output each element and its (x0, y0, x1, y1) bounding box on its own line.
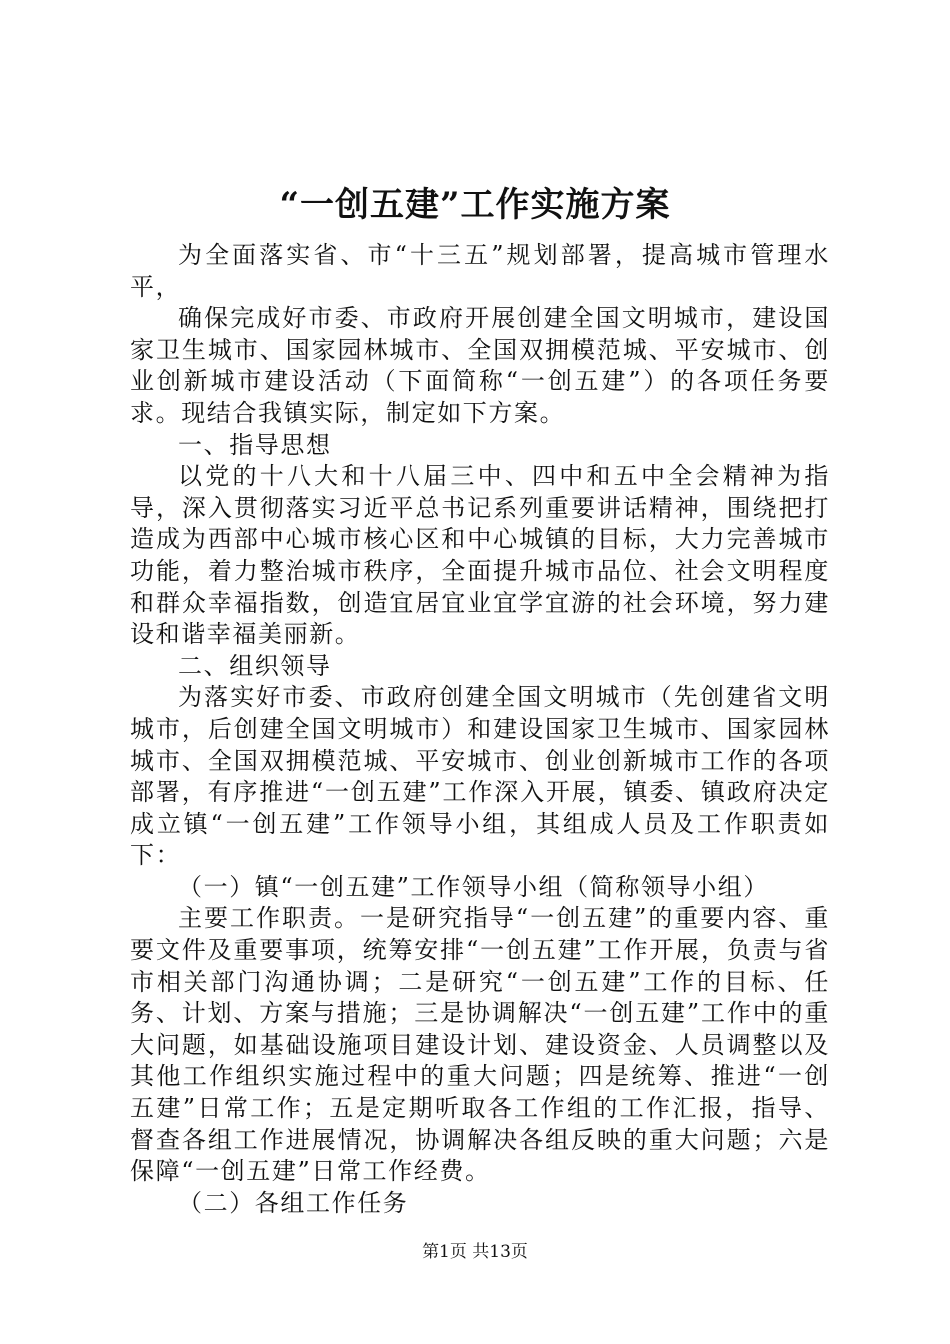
paragraph-leading-group-duties: 主要工作职责。一是研究指导“一创五建”的重要内容、重要文件及重要事项，统筹安排“一创五建”工作开展，负责与省市相关部门沟通协调；二是研究“一创五建”工作的目标、任务、计划、方案与措施；三是协调解决“一创五建”工作中的重大问题，如基础设施项目建设计划、建设资金、人员调整以及其他工作组织实施过程中的重大问题；四是统筹、推进“一创五建”日常工作；五是定期听取各工作组的工作汇报，指导、督查各组工作进展情况，协调解决各组反映的重大问题；六是保障“一创五建”日常工作经费。 (130, 904, 830, 1186)
section-heading-guiding-ideology: 一、指导思想 (178, 430, 332, 459)
subsection-heading-leading-group: （一）镇“一创五建”工作领导小组（简称领导小组） (178, 872, 769, 901)
document-title: “一创五建”工作实施方案 (279, 185, 671, 225)
section-heading-organization: 二、组织领导 (178, 651, 332, 680)
document-body (130, 240, 830, 1219)
paragraph-intro: 为全面落实省、市“十三五”规划部署，提高城市管理水平， (130, 241, 830, 301)
paragraph-purpose: 确保完成好市委、市政府开展创建全国文明城市，建设国家卫生城市、国家园林城市、全国双拥模范城、平安城市、创业创新城市建设活动（下面简称“一创五建”）的各项任务要求。现结合我镇实际，制定如下方案。 (130, 304, 830, 427)
subsection-heading-group-tasks: （二）各组工作任务 (178, 1188, 409, 1217)
paragraph-organization: 为落实好市委、市政府创建全国文明城市（先创建省文明城市，后创建全国文明城市）和建设国家卫生城市、国家园林城市、全国双拥模范城、平安城市、创业创新城市工作的各项部署，有序推进“一创五建”工作深入开展，镇委、镇政府决定成立镇“一创五建”工作领导小组，其组成人员及工作职责如下： (130, 683, 830, 870)
paragraph-guiding-ideology: 以党的十八大和十八届三中、四中和五中全会精神为指导，深入贯彻落实习近平总书记系列重要讲话精神，围绕把打造成为西部中心城市核心区和中心城镇的目标，大力完善城市功能，着力整治城市秩序，全面提升城市品位、社会文明程度和群众幸福指数，创造宜居宜业宜学宜游的社会环境，努力建设和谐幸福美丽新。 (130, 462, 830, 649)
page-number: 第1页 共13页 (422, 1242, 528, 1262)
